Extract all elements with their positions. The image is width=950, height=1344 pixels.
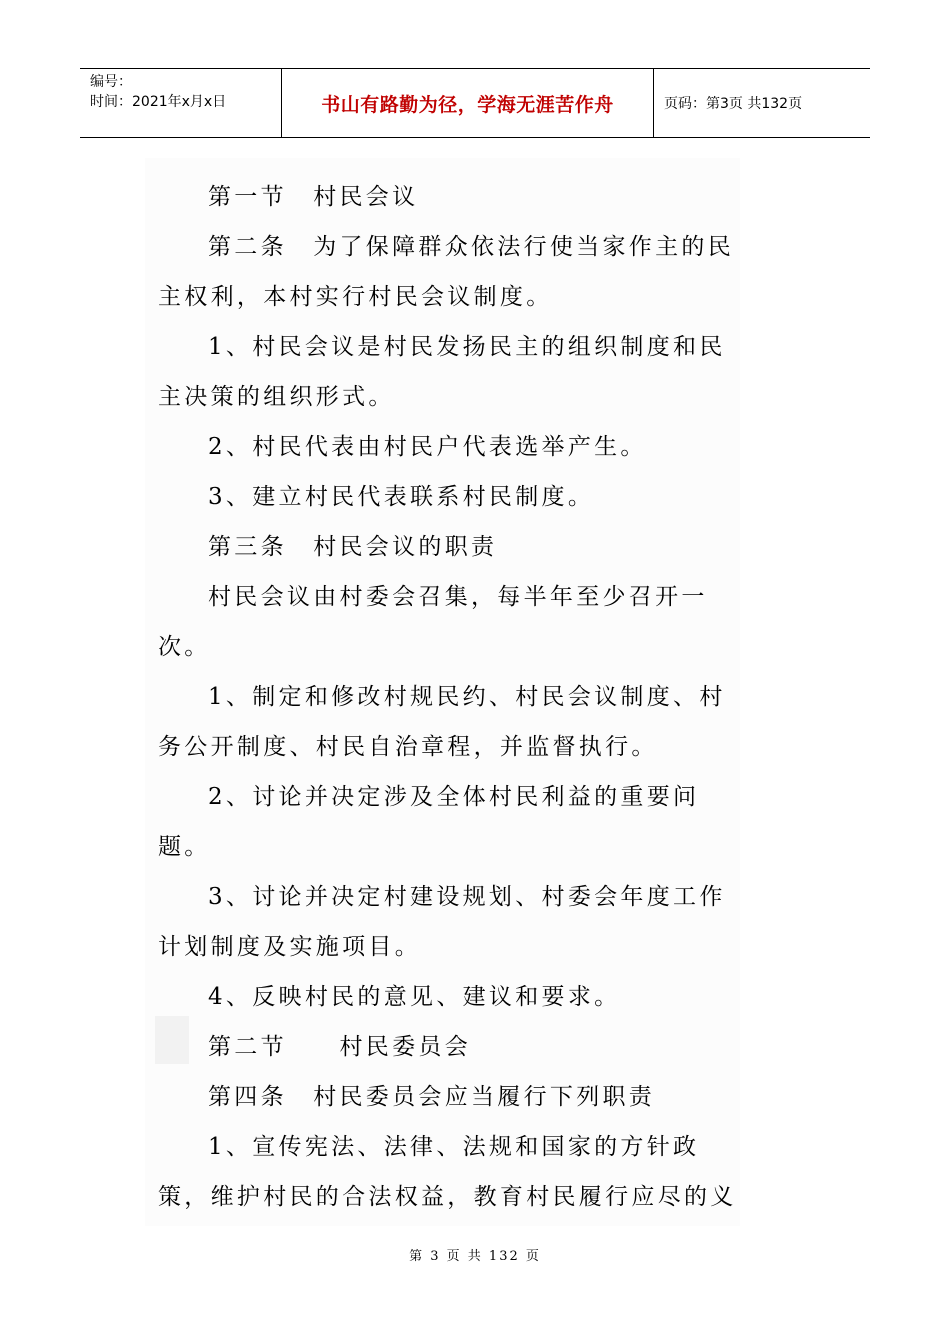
paragraph-line: 题。 <box>158 834 211 860</box>
list-item-line: 1、制定和修改村规民约、村民会议制度、村 <box>208 684 726 710</box>
side-shade <box>155 1016 189 1064</box>
paragraph-line: 务公开制度、村民自治章程，并监督执行。 <box>158 734 658 760</box>
page-info: 页码：第3页 共132页 <box>664 96 803 112</box>
header-motto-cell <box>282 69 654 137</box>
list-item-line: 2、讨论并决定涉及全体村民利益的重要问 <box>208 784 700 810</box>
article-line: 第四条 村民委员会应当履行下列职责 <box>208 1084 656 1110</box>
list-item-line: 2、村民代表由村民户代表选举产生。 <box>208 434 647 460</box>
page-footer: 第 3 页 共 132 页 <box>409 1249 541 1264</box>
paragraph-line: 主权利，本村实行村民会议制度。 <box>158 284 553 310</box>
list-item-line: 4、反映村民的意见、建议和要求。 <box>208 984 621 1010</box>
motto-text: 书山有路勤为径，学海无涯苦作舟 <box>321 93 614 116</box>
code-label: 编号： <box>90 74 132 90</box>
header-meta <box>80 69 282 137</box>
paragraph-line: 计划制度及实施项目。 <box>158 934 421 960</box>
list-item-line: 1、宣传宪法、法律、法规和国家的方针政 <box>208 1134 700 1160</box>
list-item-line: 1、村民会议是村民发扬民主的组织制度和民 <box>208 334 726 360</box>
list-item-line: 3、讨论并决定村建设规划、村委会年度工作 <box>208 884 726 910</box>
section-heading: 第二节 村民委员会 <box>208 1034 471 1060</box>
paragraph-line: 策，维护村民的合法权益，教育村民履行应尽的义 <box>158 1184 737 1210</box>
list-item-line: 3、建立村民代表联系村民制度。 <box>208 484 595 510</box>
header-page-info-cell <box>654 69 870 137</box>
time-label: 时间：2021年x月x日 <box>90 94 227 110</box>
paragraph-line: 村民会议由村委会召集，每半年至少召开一 <box>208 584 708 610</box>
paragraph-line: 次。 <box>158 634 211 660</box>
page-header <box>80 68 870 138</box>
paragraph-line: 主决策的组织形式。 <box>158 384 395 410</box>
section-heading: 第一节 村民会议 <box>208 184 419 210</box>
article-line: 第三条 村民会议的职责 <box>208 534 498 560</box>
article-line: 第二条 为了保障群众依法行使当家作主的民 <box>208 234 734 260</box>
